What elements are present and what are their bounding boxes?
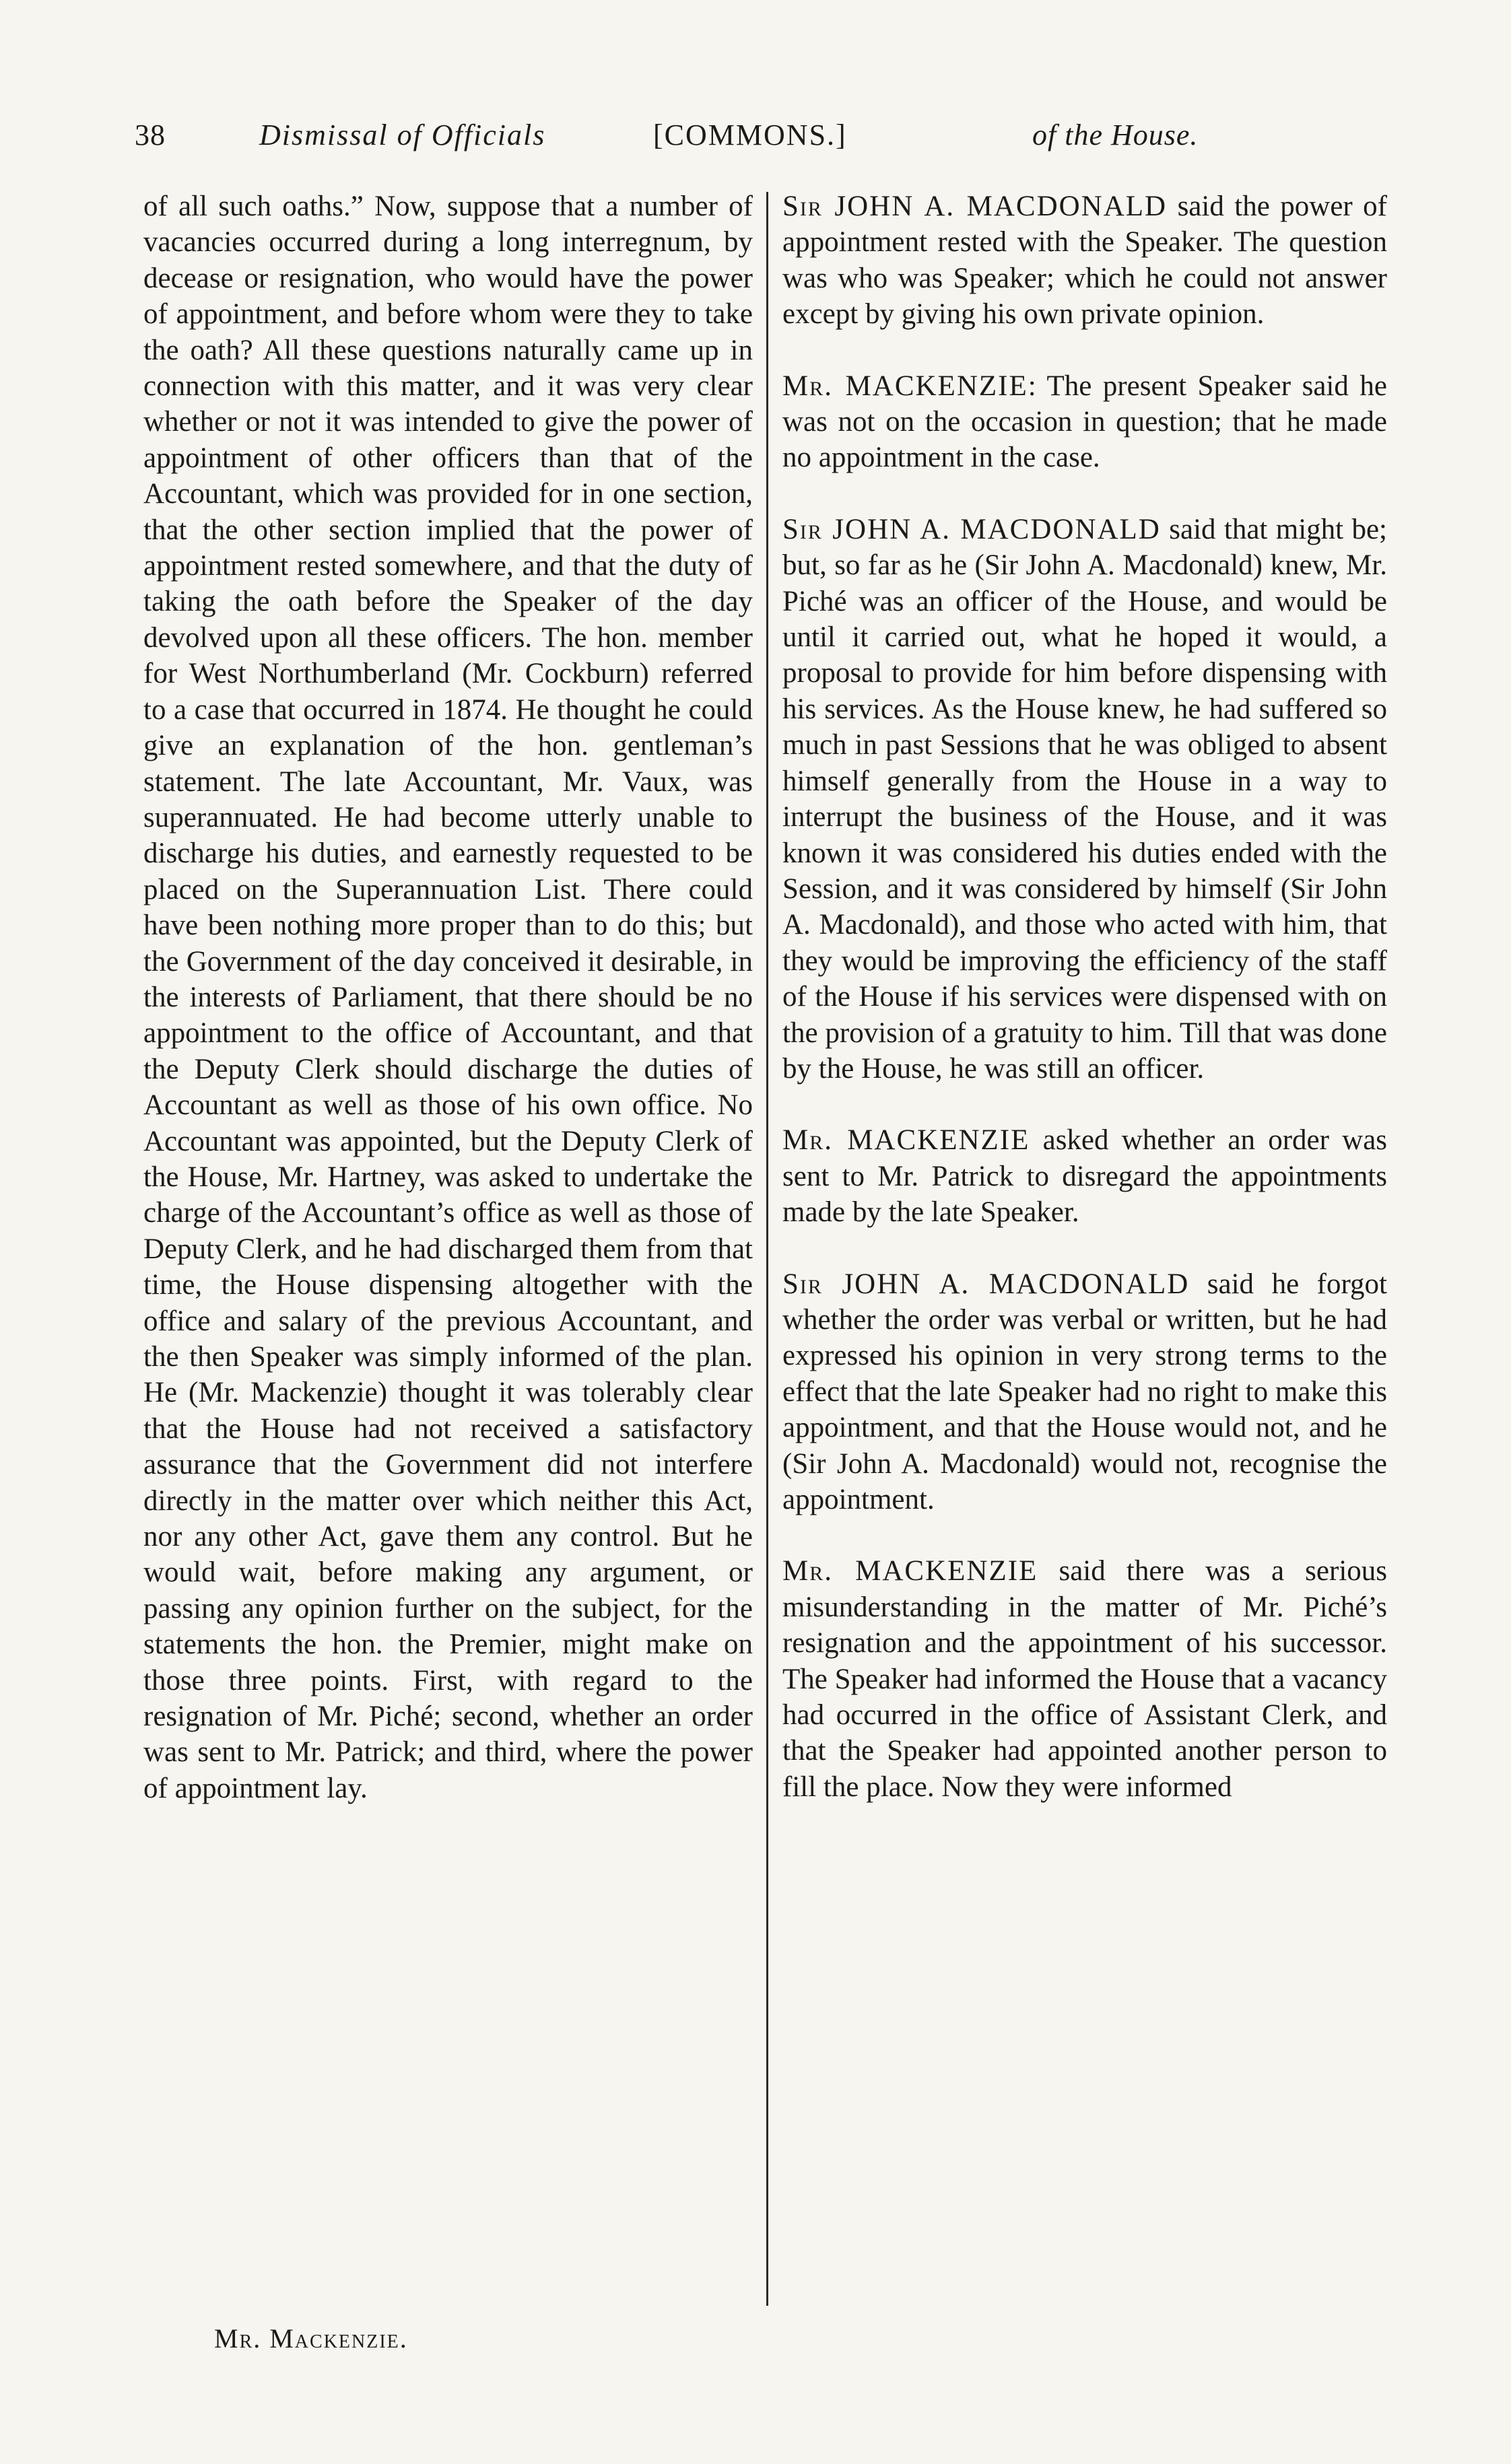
speaker-name: Sir JOHN A. MACDONALD	[782, 513, 1161, 545]
running-title-right: of the House.	[1032, 118, 1199, 151]
continuation-catchword: Mr. Mackenzie.	[214, 2323, 408, 2354]
left-column	[143, 189, 753, 1806]
speech-text: said there was a serious misunderstanding in the matter of Mr. Piché’s resignation and the appointment of his successor. The Speaker had informed the House that a vacancy had occurred in the office of Assistant Clerk, and that the Speaker had appointed another person to fill the place. Now they were informed	[782, 1555, 1387, 1803]
speech-paragraph	[782, 1122, 1387, 1230]
speech-paragraph	[782, 1553, 1387, 1805]
speech-paragraph	[782, 368, 1387, 476]
running-title-center: [COMMONS.]	[653, 118, 847, 151]
speaker-name: Sir JOHN A. MACDONALD	[782, 1268, 1190, 1300]
speaker-name: Mr. MACKENZIE	[782, 370, 1028, 402]
speech-text: said he forgot whether the order was verbal or written, but he had expressed his opinion in very strong terms to the effect that the late Speaker had no right to make this appointment, and that the House would not, and he (Sir John A. Macdonald) would not, recognise the appointment.	[782, 1268, 1387, 1515]
page-header	[135, 111, 1225, 165]
left-paragraph: of all such oaths.” Now, suppose that a number of vacancies occurred during a long interregnum, by decease or resignation, who would have the power of appointment, and before whom were they to take the oath? All these questions naturally came up in connection with this matter, and it was very clear whether or not it was intended to give the power of appointment of other officers than that of the Accountant, which was provided for in one section, that the other section implied that the power of appointment rested somewhere, and that the duty of taking the oath before the Speaker of the day devolved upon all these officers. The hon. member for West Northumberland (Mr. Cockburn) referred to a case that occurred in 1874. He thought he could give an explanation of the hon. gentleman’s statement. The late Accountant, Mr. Vaux, was superannuated. He had become utterly unable to discharge his duties, and earnestly requested to be placed on the Superannuation List. There could have been nothing more proper than to do this; but the Government of the day conceived it desirable, in the interests of Parliament, that there should be no appointment to the office of Accountant, and that the Deputy Clerk should discharge the duties of Accountant as well as those of his own office. No Accountant was appointed, but the Deputy Clerk of the House, Mr. Hartney, was asked to undertake the charge of the Accountant’s office as well as those of Deputy Clerk, and he had discharged them from that time, the House dispensing altogether with the office and salary of the previous Accountant, and the then Speaker was simply informed of the plan. He (Mr. Mackenzie) thought it was tolerably clear that the House had not received a satisfactory assurance that the Government did not interfere directly in the matter over which neither this Act, nor any other Act, gave them any control. But he would wait, before making any argument, or passing any opinion further on the subject, for the statements the hon. the Premier, might make on those three points. First, with regard to the resignation of Mr. Piché; second, whether an order was sent to Mr. Patrick; and third, where the power of appointment lay.	[143, 191, 753, 1804]
speech-text: said the power of appointment rested with the Speaker. The question was who was Speaker; which he could not answer except by giving his own private opinion.	[782, 191, 1387, 331]
running-title-left: Dismissal of Officials	[259, 118, 546, 151]
speaker-name: Mr. MACKENZIE	[782, 1555, 1038, 1587]
speaker-name: Sir JOHN A. MACDONALD	[782, 191, 1168, 222]
page-number: 38	[135, 118, 166, 151]
speech-text: asked whether an order was sent to Mr. Patrick to disregard the appointments made by the late Speaker.	[782, 1124, 1388, 1229]
speech-paragraph	[782, 512, 1387, 1087]
speech-text: said that might be; but, so far as he (Sir John A. Macdonald) knew, Mr. Piché was an officer of the House, and would be until it carried out, what he hoped it would, a proposal to provide for him before dispensing with his services. As the House knew, he had suffered so much in past Sessions that he was obliged to absent himself generally from the House in a way to interrupt the business of the House, and it was known it was considered his duties ended with the Session, and it was considered by himself (Sir John A. Macdonald), and those who acted with him, that they would be improving the efficiency of the staff of the House if his services were dispensed with on the provision of a gratuity to him. Till that was done by the House, he was still an officer.	[782, 513, 1387, 1085]
speech-paragraph	[782, 189, 1387, 333]
speaker-name: Mr. MACKENZIE	[782, 1124, 1030, 1157]
right-column	[782, 189, 1387, 1841]
column-divider	[766, 192, 768, 2306]
speech-paragraph	[782, 1266, 1387, 1518]
speech-text: : The present Speaker said he was not on the occasion in question; that he made no appointment in the case.	[782, 370, 1387, 474]
